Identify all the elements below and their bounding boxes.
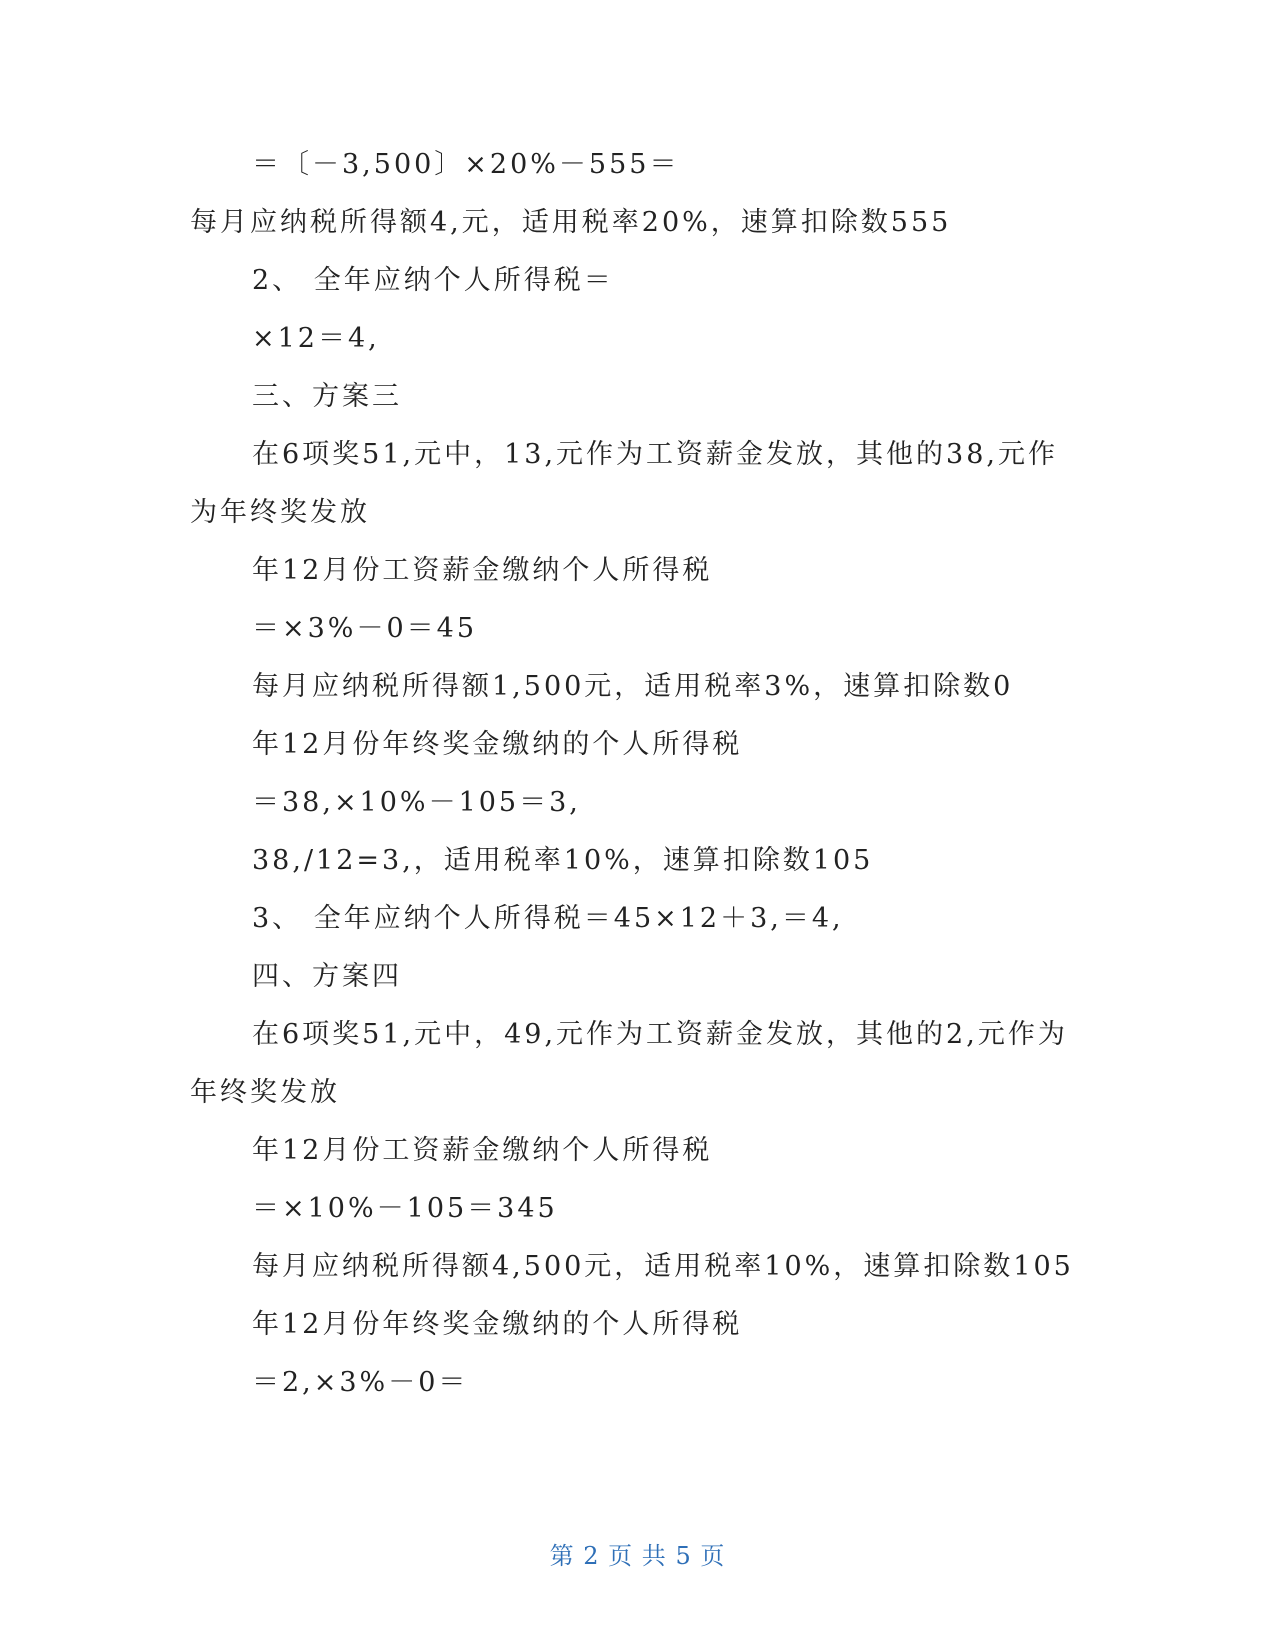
text-line: 在6项奖51,元中，13,元作为工资薪金发放，其他的38,元作	[252, 439, 1058, 470]
text-line: 每月应纳税所得额1,500元，适用税率3%，速算扣除数0	[252, 671, 1014, 702]
text-line: 每月应纳税所得额4,500元，适用税率10%，速算扣除数105	[252, 1251, 1074, 1282]
text-line: 年12月份年终奖金缴纳的个人所得税	[252, 1309, 743, 1340]
formula-line: ＝〔－3,500〕×20%－555＝	[252, 149, 680, 180]
text-line: 年终奖发放	[190, 1077, 340, 1108]
text-line: 每月应纳税所得额4,元，适用税率20%，速算扣除数555	[190, 207, 952, 238]
text-line: 年12月份工资薪金缴纳个人所得税	[252, 1135, 713, 1166]
section-item: 2、 全年应纳个人所得税＝	[252, 265, 614, 296]
formula-line: ×12＝4,	[252, 323, 380, 354]
section-heading: 三、方案三	[252, 381, 402, 412]
section-item: 3、 全年应纳个人所得税＝45×12＋3,＝4,	[252, 903, 844, 934]
section-heading: 四、方案四	[252, 961, 402, 992]
formula-line: ＝38,×10%－105＝3,	[252, 787, 581, 818]
text-line: 为年终奖发放	[190, 497, 370, 528]
formula-line: ＝2,×3%－0＝	[252, 1367, 469, 1398]
formula-line: ＝×3%－0＝45	[252, 613, 477, 644]
text-line: 年12月份年终奖金缴纳的个人所得税	[252, 729, 743, 760]
formula-line: 38,/12=3,，适用税率10%，速算扣除数105	[252, 845, 874, 876]
formula-line: ＝×10%－105＝345	[252, 1193, 558, 1224]
text-line: 年12月份工资薪金缴纳个人所得税	[252, 555, 713, 586]
page-number: 第 2 页 共 5 页	[549, 1542, 726, 1570]
text-line: 在6项奖51,元中，49,元作为工资薪金发放，其他的2,元作为	[252, 1019, 1068, 1050]
